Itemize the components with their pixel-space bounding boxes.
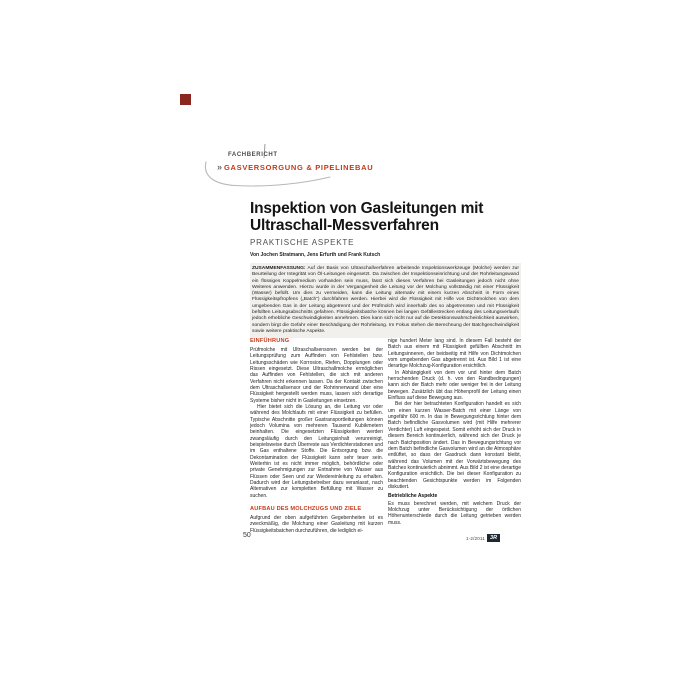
paragraph-molchzug-1: Aufgrund der oben aufgeführten Gegebenheiten ist es zweckmäßig, die Molchung einer Gasleitung mit kurzen Flüssigkeitsbatchen durchzuführen, die lediglich ei- [250, 514, 383, 534]
section-heading-molchzug: AUFBAU DES MOLCHZUGS UND ZIELE [250, 506, 362, 513]
column-left [250, 338, 383, 534]
article-title-line1: Inspektion von Gasleitungen mit [250, 200, 484, 217]
subsection-heading-betriebliche-aspekte: Betriebliche Aspekte [388, 493, 438, 500]
swoosh-decoration [195, 150, 370, 195]
column-right [388, 338, 521, 526]
paragraph-right-1: nige hundert Meter lang sind. In diesem Fall besteht der Batch aus einem mit Flüssigkeit gefüllten Abschnitt im Leitungsinneren, der beidseitig mit Hilfe von Dichtmolchen vom umgebenden Gas abgetrennt ist. Aus Bild 1 ist eine derartige Molchzug-Konfiguration ersichtlich. [388, 338, 521, 370]
paragraph-intro-1: Prüfmolche mit Ultraschallsensoren werden bei der Leitungsprüfung zum Auffinden von Fehlstellen bzw. Leitungsschäden wie Korrosion, Riefen, Dopplungen oder Rissen eingesetzt. Diese Ultraschallmolche ermöglichen das Auffinden von Fehlstellen, die sich mit anderen Verfahren nicht erkennen lassen. Da der Kontakt zwischen dem Ultraschallsensor und der Rohrinnenwand über eine Flüssigkeit hergestellt werden muss, lassen sich derartige Systeme bisher nicht in Gasleitungen einsetzen. [250, 346, 383, 404]
abstract-label: ZUSAMMENFASSUNG: [252, 266, 306, 271]
page-number: 50 [243, 532, 251, 539]
paragraph-intro-2: Hier bietet sich die Lösung an, die Leitung vor oder während des Molchlaufs mit einer Flüssigkeit zu befüllen. Typische Abschnitte großer Gastransportleitungen können jedoch Volumina von mehreren Tausend Kubikmetern beinhalten. Die eingesetzten Flüssigkeiten werden zwangsläufig durch den Leitungsinhalt verunreinigt, beispielsweise durch Überreste aus Verdichterstationen und im Gas enthaltene Stoffe. Die Entsorgung bzw. die Dekontamination der Flüssigkeit kann sehr teuer sein. Weiterhin ist es nicht immer möglich, behördliche oder private Genehmigungen zur Entnahme von Wasser aus Flüssen oder Seen und zur Wiedereinleitung zu erhalten. Dadurch wird der Leitungsbetreiber dazu veranlasst, nach Alternativen zur kompletten Befüllung mit Wasser zu suchen. [250, 403, 383, 499]
section-heading-einfuehrung: EINFÜHRUNG [250, 338, 290, 344]
footer-right [466, 534, 500, 542]
chevron-right-icon: » [217, 162, 223, 172]
abstract-text: Auf der Basis von Ultraschallverfahren arbeitende Inspektionswerkzeuge (Molche) werden zur Beurteilung der Integrität von Öl-Leitungen eingesetzt. Da zwischen der Inspektionseinrichtung und der Rohrleitungswand ein flüssiges Koppelmedium vorhanden sein muss, lässt sich dieses Verfahren bei Gasleitungen jedoch nicht ohne Weiteres anwenden. Hierzu wurde in der Vergangenheit die Leitung vor der Molchung vollständig mit einer Flüssigkeit (Wasser) befüllt. Um dies zu vermeiden, kann die Leitung alternativ mit einem kurzen Abschnitt in Form eines Flüssigkeitspfropfens („Batch“) durchfahren werden. Hierbei wird die Flüssigkeit mit Hilfe von Dichtmolchen von dem umgebenden Gas in der Leitung abgetrennt und der Prüfmolch wird innerhalb des so abgetrennten und mit Flüssigkeit befüllten Leitungsabschnitts gefahren. Flüssigkeitsbatche können bei langen Gefällestrecken entlang des Leitungsverlaufs jedoch erhebliche Geschwindigkeiten annehmen. Dies kann sich nicht nur auf die Detektionswahrscheinlichkeit auswirken, sondern birgt die Gefahr einer Beschädigung der Rohrleitung. Im Fokus stehen die Berechnung der Batchgeschwindigkeit sowie weitere praktische Aspekte. [252, 266, 519, 334]
byline: Von Jochen Stratmann, Jens Erfurth und Frank Kutsch [250, 252, 381, 258]
category-label: GASVERSORGUNG & PIPELINEBAU [224, 163, 374, 172]
abstract [250, 263, 521, 338]
issue-label: 1-2/2011 [466, 535, 486, 541]
article-subtitle: PRAKTISCHE ASPEKTE [250, 238, 355, 247]
kicker-label: FACHBERICHT [228, 152, 278, 158]
paragraph-right-2: In Abhängigkeit von dem vor und hinter dem Batch herrschenden Druck (d. h. von den Randbedingungen) kann sich der Batch mehr oder weniger frei in der Leitung bewegen. Zusätzlich übt das Höhenprofil der Leitung einen Einfluss auf diese Bewegung aus. [388, 369, 521, 402]
page-corner-mark [180, 94, 191, 105]
paragraph-right-3: Bei der hier betrachteten Konfiguration handelt es sich um einen kurzen Wasser-Batch mit einer Länge von ungefähr 600 m. In das in Bewegungsrichtung hinter dem Batch befindliche Gasvolumen wird (mit Hilfe mehrerer Verdichter) Luft eingespeist. Somit erhöht sich der Druck in diesem Bereich kontinuierlich, während sich der Druck je nach Batchposition ändert. Das in Bewegungsrichtung vor dem Batch befindliche Gasvolumen wird an die Atmosphäre entlüftet, so dass der Gasdruck dann konstant bleibt, während das Volumen mit der Vorwärtsbewegung des Batches kontinuierlich abnimmt. Aus Bild 2 ist eine derartige Konfiguration ersichtlich. Die bei dieser Konfiguration zu beachtenden Gesichtspunkte werden im Folgenden diskutiert. [388, 401, 521, 490]
article-title-line2: Ultraschall-Messverfahren [250, 216, 439, 234]
paragraph-right-4: Es muss berechnet werden, mit welchem Druck der Molchzug unter Berücksichtigung der örtlichen Höhenunterschiede durch die Leitung getrieben werden muss. [388, 500, 521, 526]
journal-logo: 3R [487, 534, 500, 542]
article-title [250, 201, 530, 234]
